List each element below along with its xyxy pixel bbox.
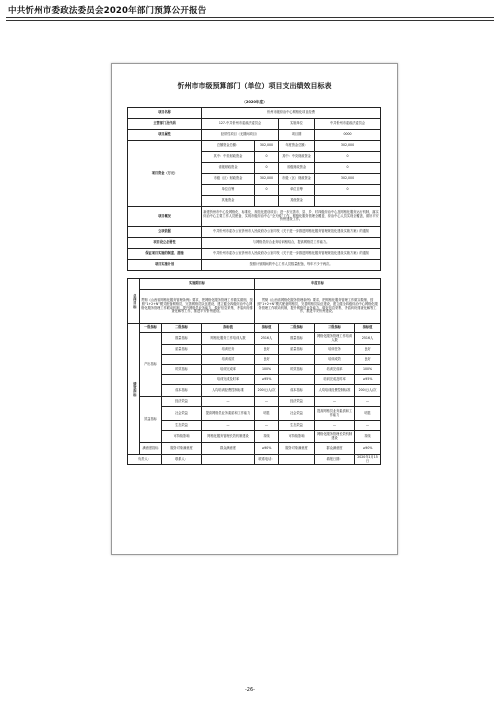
indicator-header: 二级指标: [279, 324, 315, 333]
indicator-level2-annual: 服务对象满意度: [279, 443, 315, 455]
date-value: 2020年1月15日: [355, 455, 381, 465]
indicator-value-annual: 良好: [355, 355, 381, 365]
indicator-row: [128, 333, 381, 345]
indicator-value: —: [255, 421, 279, 431]
indicator-level3-annual: —: [315, 397, 355, 407]
annual-goal-header: 年度目标: [255, 279, 381, 290]
project-name-value: 忻州市级综治中心网格化项目经费: [202, 108, 381, 119]
indicator-level2: 服务对象满意度: [162, 443, 202, 455]
fund-value-right: 302,000: [315, 174, 381, 185]
indicator-row: [128, 355, 381, 365]
indicator-level2-annual: 数量指标: [279, 333, 315, 345]
necessity-text: 与网格员综合业务培训相结合，提高网格员工作能力。: [202, 238, 381, 249]
indicator-level2: [162, 355, 202, 365]
fund-label-right: 省级财政资金: [279, 163, 315, 174]
plan-label: 项目实施计划: [128, 260, 202, 271]
implementation-text: 中共忻州市委办公室忻州市人民政府办公室印发《关于进一步推进网格化服务管理规范化建设实施方案》的通知: [202, 249, 381, 260]
performance-target-sheet: [111, 63, 398, 555]
footer-row: [128, 455, 381, 465]
report-header-title: 中共忻州市委政法委员会2020年部门预算公开报告: [8, 6, 207, 16]
indicator-value-annual: ≥90%: [355, 443, 381, 455]
period-value: 0000: [315, 130, 381, 141]
implementation-row: [128, 249, 381, 260]
long-goal-header: 实施期目标: [140, 279, 255, 290]
basis-row: [128, 227, 381, 238]
necessity-label: 项目设立必要性: [128, 238, 202, 249]
indicator-row: [128, 385, 381, 397]
goals-header-row: [128, 279, 381, 290]
indicator-level3: 网格化服务工作培训人数: [202, 333, 255, 345]
fund-label-left: 省级财政资金: [202, 163, 255, 174]
phone-label: 联系电话：: [255, 455, 279, 465]
indicator-level2-annual: 质量指标: [279, 345, 315, 355]
indicator-row: [128, 443, 381, 455]
indicator-level3-annual: 网格化服务管理工作培训人数: [315, 333, 355, 345]
goals-spacer-row: [128, 271, 381, 279]
dept-label: 主管部门及代码: [128, 119, 202, 130]
indicator-level3-annual: 提高网格员业务素质和工作能力: [315, 407, 355, 421]
indicator-level3: —: [202, 421, 255, 431]
indicator-level2-annual: 成本指标: [279, 385, 315, 397]
fund-label-left: 单位自筹: [202, 185, 255, 196]
indicator-level2-annual: [279, 375, 315, 385]
indicator-header: 三级指标: [315, 324, 355, 333]
indicator-row: [128, 365, 381, 375]
indicator-header: 指标值: [255, 324, 279, 333]
indicator-row: [128, 431, 381, 443]
indicator-level3: 培训成效: [202, 355, 255, 365]
fund-value-left: [255, 196, 279, 207]
dept-row: [128, 119, 381, 130]
necessity-row: [128, 238, 381, 249]
indicator-level2: [162, 375, 202, 385]
contact-label: 联系人：: [162, 455, 202, 465]
fund-label-right: 单位自筹: [279, 185, 315, 196]
long-goal-text: 贯彻《山西省网格化服务管理条例》要求，把网格化服务管理工作做实做细，按照“1+2+N”模式配备网格员，完善网格员队伍建设，建立健全四级综治中心网格化服务管理工作联动机制，提升网格员业务能力，做好信息采集、矛盾纠纷排查化解等工作，推进平安忻州建设。: [140, 290, 255, 324]
indicator-value: 持续: [255, 431, 279, 443]
indicator-level2: 质量指标: [162, 345, 202, 355]
indicator-header: 一级指标: [140, 324, 162, 333]
period-label: 项目期: [279, 130, 315, 141]
impl-label: 实施单位: [279, 119, 315, 130]
header-rule: [6, 17, 494, 18]
fund-value-left: 302,000: [255, 141, 279, 152]
indicator-value-annual: 100%: [355, 365, 381, 375]
plan-row: [128, 260, 381, 271]
indicator-value: 良好: [255, 345, 279, 355]
basis-label: 立项依据: [128, 227, 202, 238]
indicator-level3: 培训完成及时率: [202, 375, 255, 385]
indicator-level3-annual: 培训完成率: [315, 365, 355, 375]
indicator-level2-annual: 时效指标: [279, 365, 315, 375]
indicator-value: 良好: [255, 355, 279, 365]
indicator-value-annual: 良好: [355, 345, 381, 355]
dept-value: 127-中共忻州市委政法委员会: [202, 119, 279, 130]
basis-text: 中共忻州市委办公室忻州市人民政府办公室印发《关于进一步推进网格化服务管理规范化建设实施方案》的通知: [202, 227, 381, 238]
indicator-level3: 人均培训经费控制标准: [202, 385, 255, 397]
indicator-value-annual: 2516人: [355, 333, 381, 345]
fund-value-right: 302,000: [315, 141, 381, 152]
impl-value: 中共忻州市委政法委员会: [315, 119, 381, 130]
goals-side-label: 总体目标: [128, 279, 140, 324]
fund-row: [128, 141, 381, 152]
attr-value: 经常性项目（无期间项目）: [202, 130, 279, 141]
overview-row: [128, 207, 381, 227]
indicator-level3: 提高网格员业务素质和工作能力: [202, 407, 255, 421]
annual-goal-text: 贯彻《山西省网格化服务管理条例》要求，把网格化服务管理工作做实做细，按照“1+2+N”模式配备网格员，完善网格员队伍建设，建立健全四级综治中心网格化服务管理工作联动机制，提升网格员业务能力，做好信息采集、矛盾纠纷排查化解等工作，推进平安忻州建设。: [255, 290, 381, 324]
indicator-level2-annual: [279, 355, 315, 365]
indicator-level3: 网格化服务管理长效机制建设: [202, 431, 255, 443]
footer-blank: [279, 455, 315, 465]
indicator-level3-annual: 网格化服务管理长效机制建设: [315, 431, 355, 443]
indicator-level3-annual: 培训任务: [315, 345, 355, 355]
fund-label-right: 其他资金: [279, 196, 315, 207]
indicator-level3-annual: 培训成效: [315, 355, 355, 365]
goals-text-row: [128, 290, 381, 324]
indicator-level2-annual: 生态效益: [279, 421, 315, 431]
project-name-row: [128, 108, 381, 119]
indicator-level3: 培训任务: [202, 345, 255, 355]
indicator-value-annual: —: [355, 397, 381, 407]
indicator-level3-annual: —: [315, 421, 355, 431]
indicator-level3-annual: 人均培训经费控制标准: [315, 385, 355, 397]
fund-label-left: 其他资金: [202, 196, 255, 207]
indicator-level2: 社会效益: [162, 407, 202, 421]
fund-label-right: 其中：中央财政资金: [279, 152, 315, 163]
fund-value-left: 0: [255, 185, 279, 196]
indicator-level2: 成本指标: [162, 385, 202, 397]
indicator-value-annual: 持续: [355, 431, 381, 443]
fund-value-right: 0: [315, 163, 381, 174]
page-number: -26-: [245, 687, 255, 693]
indicator-level2-annual: 可持续影响: [279, 431, 315, 443]
sheet-year: （2020年度）: [242, 100, 267, 104]
indicator-header: 指标值: [202, 324, 255, 333]
indicator-level1: 效益指标: [140, 397, 162, 443]
funds-label: 项目资金（万元）: [128, 141, 202, 207]
fund-label-left: 总额资金总额：: [202, 141, 255, 152]
indicator-level2: 时效指标: [162, 365, 202, 375]
indicator-level2-annual: 社会效益: [279, 407, 315, 421]
indicator-header: 指标值: [355, 324, 381, 333]
fund-label-right: 市级（区）财政资金: [279, 174, 315, 185]
indicator-row: [128, 375, 381, 385]
fund-value-left: 0: [255, 152, 279, 163]
indicator-row: [128, 407, 381, 421]
indicator-value: 200元/人/次: [255, 385, 279, 397]
attr-row: [128, 130, 381, 141]
fund-label-left: 市级（区）财政资金: [202, 174, 255, 185]
indicator-level2-annual: 经济效益: [279, 397, 315, 407]
indicator-level2: 生态效益: [162, 421, 202, 431]
sheet-title: 忻州市市级预算部门（单位）项目支出绩效目标表: [177, 82, 332, 90]
fund-value-left: 0: [255, 163, 279, 174]
indicator-level3: 培训完成率: [202, 365, 255, 375]
indicator-value: ≥95%: [255, 375, 279, 385]
implementation-label: 保证项目实施的制度、措施: [128, 249, 202, 260]
fund-value-left: 302,000: [255, 174, 279, 185]
overview-text: 新建忻州市中心及网格化、标准化、规范化建设项目；进一步完善市、县、乡、村四级综治中心及网格化服务运行机制，落实综治中心主要工作人员配备，实现市级综治中心“全天候”工作，网格化服务管理全覆盖，综治中心人员实现全覆盖，做好平安忻州建设工作。: [202, 207, 381, 227]
header-rule-thin: [6, 20, 494, 21]
indicator-level1: 满意度指标: [140, 443, 162, 455]
indicator-value-annual: 明显: [355, 407, 381, 421]
indicator-value: 100%: [255, 365, 279, 375]
fund-label-right: 年度资金总额：: [279, 141, 315, 152]
overview-label: 项目概况: [128, 207, 202, 227]
indicator-row: [128, 397, 381, 407]
indicator-value-annual: —: [355, 421, 381, 431]
indicators-side-label: 绩效指标: [128, 324, 140, 455]
performance-table: [127, 107, 381, 465]
indicator-level3: —: [202, 397, 255, 407]
indicator-value: 明显: [255, 407, 279, 421]
indicator-row: [128, 421, 381, 431]
indicator-header-row: [128, 324, 381, 333]
fill-label: 负责人：: [128, 455, 162, 465]
fund-value-right: 0: [315, 152, 381, 163]
footer-blank: [202, 455, 255, 465]
indicator-level3: 群众满意度: [202, 443, 255, 455]
indicator-level2: 经济效益: [162, 397, 202, 407]
indicator-level3-annual: 培训完成及时率: [315, 375, 355, 385]
indicator-level3-annual: 群众满意度: [315, 443, 355, 455]
indicator-level1: 产出指标: [140, 333, 162, 397]
project-name-label: 项目名称: [128, 108, 202, 119]
indicator-level2: 可持续影响: [162, 431, 202, 443]
date-label: 填报日期：: [315, 455, 355, 465]
indicator-level2: 数量指标: [162, 333, 202, 345]
plan-text: 按照计划期间的中心工作人员数量配备，每年不少于两次。: [202, 260, 381, 271]
indicator-value: —: [255, 397, 279, 407]
fund-label-left: 其中：中央财政资金: [202, 152, 255, 163]
fund-value-right: [315, 196, 381, 207]
attr-label: 项目属性: [128, 130, 202, 141]
indicator-value-annual: 200元/人/次: [355, 385, 381, 397]
indicator-value: 2516人: [255, 333, 279, 345]
fund-value-right: 0: [315, 185, 381, 196]
indicator-value: ≥90%: [255, 443, 279, 455]
indicator-header: 二级指标: [162, 324, 202, 333]
indicator-value-annual: ≥95%: [355, 375, 381, 385]
indicator-row: [128, 345, 381, 355]
